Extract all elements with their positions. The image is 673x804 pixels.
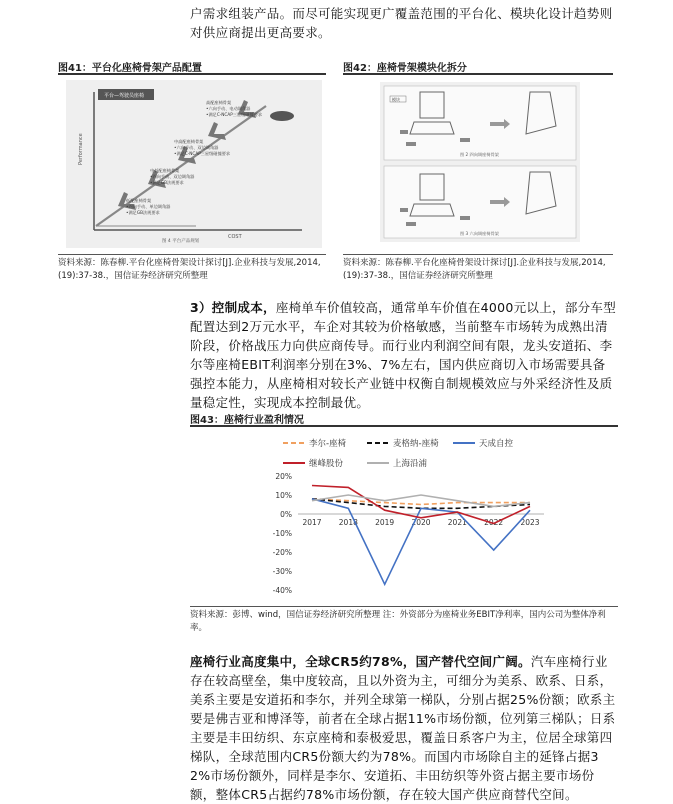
fig41-tier-midlow-2: •满足GB法规要求 xyxy=(150,179,184,186)
fig41-tier-low-2: •满足GB法规要求 xyxy=(126,209,160,216)
profitability-line-chart xyxy=(262,472,552,602)
fig41-tier-midlow-0: 中低配座椅骨架 xyxy=(150,167,180,174)
fig42-bottom-rule xyxy=(343,254,613,255)
fig43-source: 资料来源：彭博、wind，国信证券经济研究所整理 注：外资部分为座椅业务EBIT净利率，国内公司为整体净利率。 xyxy=(190,609,618,635)
fig41-tier-mid-0: 中高配座椅骨架 xyxy=(174,138,204,145)
y-tick-label: -20% xyxy=(273,548,292,557)
legend-label-tiancheng: 天成自控 xyxy=(479,438,514,449)
legend-entry-yanpu xyxy=(367,458,428,469)
fig42-source: 资料来源：陈春柳.平台化座椅骨架设计探讨[J].企业科技与发展,2014,(19):37-38.，国信证券经济研究所整理 xyxy=(343,257,613,283)
fig41-tier-high-0: 高配座椅骨架 xyxy=(206,99,232,106)
fig43-top-rule xyxy=(190,425,618,427)
fig41-tier-mid-2: •满足C-NCAP三星级碰撞要求 xyxy=(174,150,230,157)
fig42-title: 图42：座椅骨架模块化拆分 xyxy=(343,59,467,74)
legend-entry-jifeng xyxy=(283,458,344,469)
legend-label-jifeng: 继峰股份 xyxy=(309,458,344,469)
legend-entry-lear xyxy=(283,438,347,449)
fig41-tier-low-1: •四向手动、单边调角器 xyxy=(126,203,171,210)
fig41-bottom-rule xyxy=(58,254,326,255)
fig42-module-label: 模块 xyxy=(392,96,400,102)
cost-control-text: 座椅单车价值较高，通常单车价值在4000元以上，部分车型配置达到2万元水平，车企对其较为价格敏感，当前整车市场转为成熟出清阶段，价格战压力向供应商传导。而行业内利润空间有限，龙头安道拓、李尔等座椅EBIT利润率分别在3%、7%左右，国内供应商切入市场需要具备强控本能力，从座椅相对较长产业链中权衡自制规模效应与外采经济性及质量稳定性，实现成本控制最优。 xyxy=(190,300,616,410)
summary-paragraph xyxy=(190,652,618,804)
fig41-tier-low-0: 低配座椅骨架 xyxy=(126,197,152,204)
fig41-ylabel: Performance xyxy=(78,133,84,165)
cost-control-paragraph xyxy=(190,298,618,412)
legend-label-lear: 李尔-座椅 xyxy=(309,438,347,449)
y-tick-label: -30% xyxy=(273,567,292,576)
fig42-caption-bottom: 图 3 六向调座椅骨架 xyxy=(460,230,500,237)
fig42-image xyxy=(380,82,580,242)
series-line-2 xyxy=(312,499,530,585)
legend-label-magna: 麦格纳-座椅 xyxy=(393,438,439,449)
y-tick-label: 20% xyxy=(275,472,292,481)
x-tick-label: 2018 xyxy=(339,518,358,527)
fig41-title: 图41：平台化座椅骨架产品配置 xyxy=(58,59,202,74)
fig42-caption-top: 图 2 四向调座椅骨架 xyxy=(460,151,500,158)
fig41-xlabel: COST xyxy=(228,234,243,240)
fig43-bottom-rule xyxy=(190,606,618,607)
intro-paragraph: 户需求组装产品。而尽可能实现更广覆盖范围的平台化、模块化设计趋势则对供应商提出更高要求。 xyxy=(190,4,618,42)
y-tick-label: 0% xyxy=(280,510,292,519)
fig41-caption: 图 4 平台产品规划 xyxy=(162,237,200,244)
fig41-tier-mid-1: •六向手动、双边调角器 xyxy=(174,144,219,151)
summary-lead: 座椅行业高度集中，全球CR5约78%，国产替代空间广阔。 xyxy=(190,654,531,669)
fig41-image xyxy=(66,80,322,248)
summary-text: 汽车座椅行业存在较高壁垒，集中度较高，且以外资为主，可细分为美系、欧系、日系，美系主要是安道拓和李尔，并列全球第一梯队，分别占据25%份额；欧系主要是佛吉亚和博泽等，前者在全球占据11%市场份额，位列第三梯队；日系主要是丰田纺织、东京座椅和泰极爱思，覆盖日系客户为主，位居全球第四梯队，全球范围内CR5份额大约为78%。而国内市场除自主的延锋占据32%市场份额外，同样是李尔、安道拓、丰田纺织等外资占据主要市场份额，整体CR5占据约78%市场份额，存在较大国产供应商替代空间。 xyxy=(190,654,615,802)
x-tick-label: 2019 xyxy=(375,518,394,527)
legend-entry-magna xyxy=(367,438,439,449)
y-tick-label: -40% xyxy=(273,586,292,595)
fig41-tier-high-2: •满足C-NCAP三星级碰撞要求 xyxy=(206,111,262,118)
legend-entry-tiancheng xyxy=(453,438,514,449)
y-tick-label: -10% xyxy=(273,529,292,538)
fig41-banner: 平台—驾驶员座椅 xyxy=(104,92,144,99)
x-tick-label: 2021 xyxy=(448,518,467,527)
fig41-top-rule xyxy=(58,73,326,75)
fig41-source: 资料来源：陈春柳.平台化座椅骨架设计探讨[J].企业科技与发展,2014,(19):37-38.，国信证券经济研究所整理 xyxy=(58,257,326,283)
x-tick-label: 2020 xyxy=(411,518,430,527)
x-tick-label: 2023 xyxy=(520,518,539,527)
x-tick-label: 2017 xyxy=(302,518,321,527)
y-tick-label: 10% xyxy=(275,491,292,500)
fig41-tier-midlow-1: •四向手动、双边调角器 xyxy=(150,173,195,180)
fig41-tier-high-1: •六向手动、电动调角器 xyxy=(206,105,251,112)
legend-label-yanpu: 上海沿浦 xyxy=(393,458,428,469)
fig42-top-rule xyxy=(343,73,613,75)
fig43-title: 图43：座椅行业盈利情况 xyxy=(190,411,304,426)
cost-control-lead: 3）控制成本， xyxy=(190,300,276,315)
x-tick-label: 2022 xyxy=(484,518,503,527)
